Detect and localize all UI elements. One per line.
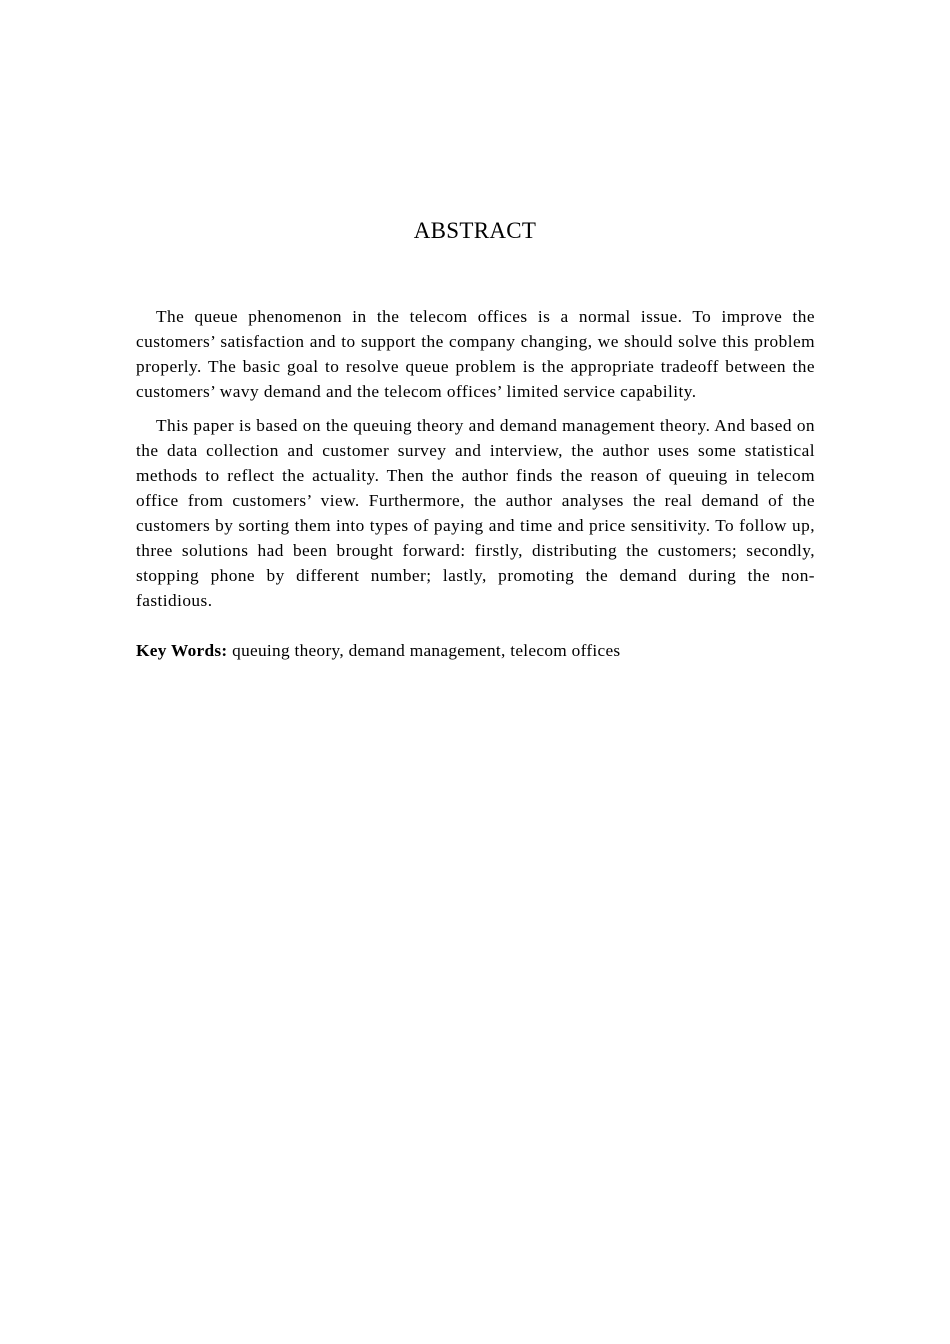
abstract-paragraph-1: The queue phenomenon in the telecom offices is a normal issue. To improve the customers’ satisfaction and to support the company changing, we should solve this problem properly. The basic goal to resolve queue problem is the appropriate tradeoff between the customers’ wavy demand and the telecom offices’ limited service capability. (136, 307, 815, 401)
keywords-text: queuing theory, demand management, telecom offices (232, 641, 621, 660)
abstract-body (136, 304, 815, 663)
abstract-title: ABSTRACT (413, 218, 537, 243)
abstract-paragraph-2: This paper is based on the queuing theory and demand management theory. And based on the data collection and customer survey and interview, the author uses some statistical methods to reflect the actuality. Then the author finds the reason of queuing in telecom office from customers’ view. Furthermore, the author analyses the real demand of the customers by sorting them into types of paying and time and price sensitivity. To follow up, three solutions had been brought forward: firstly, distributing the customers; secondly, stopping phone by different number; lastly, promoting the demand during the non- fastidious. (136, 416, 815, 610)
keywords-line (136, 638, 815, 663)
keywords-label: Key Words: (136, 641, 228, 660)
